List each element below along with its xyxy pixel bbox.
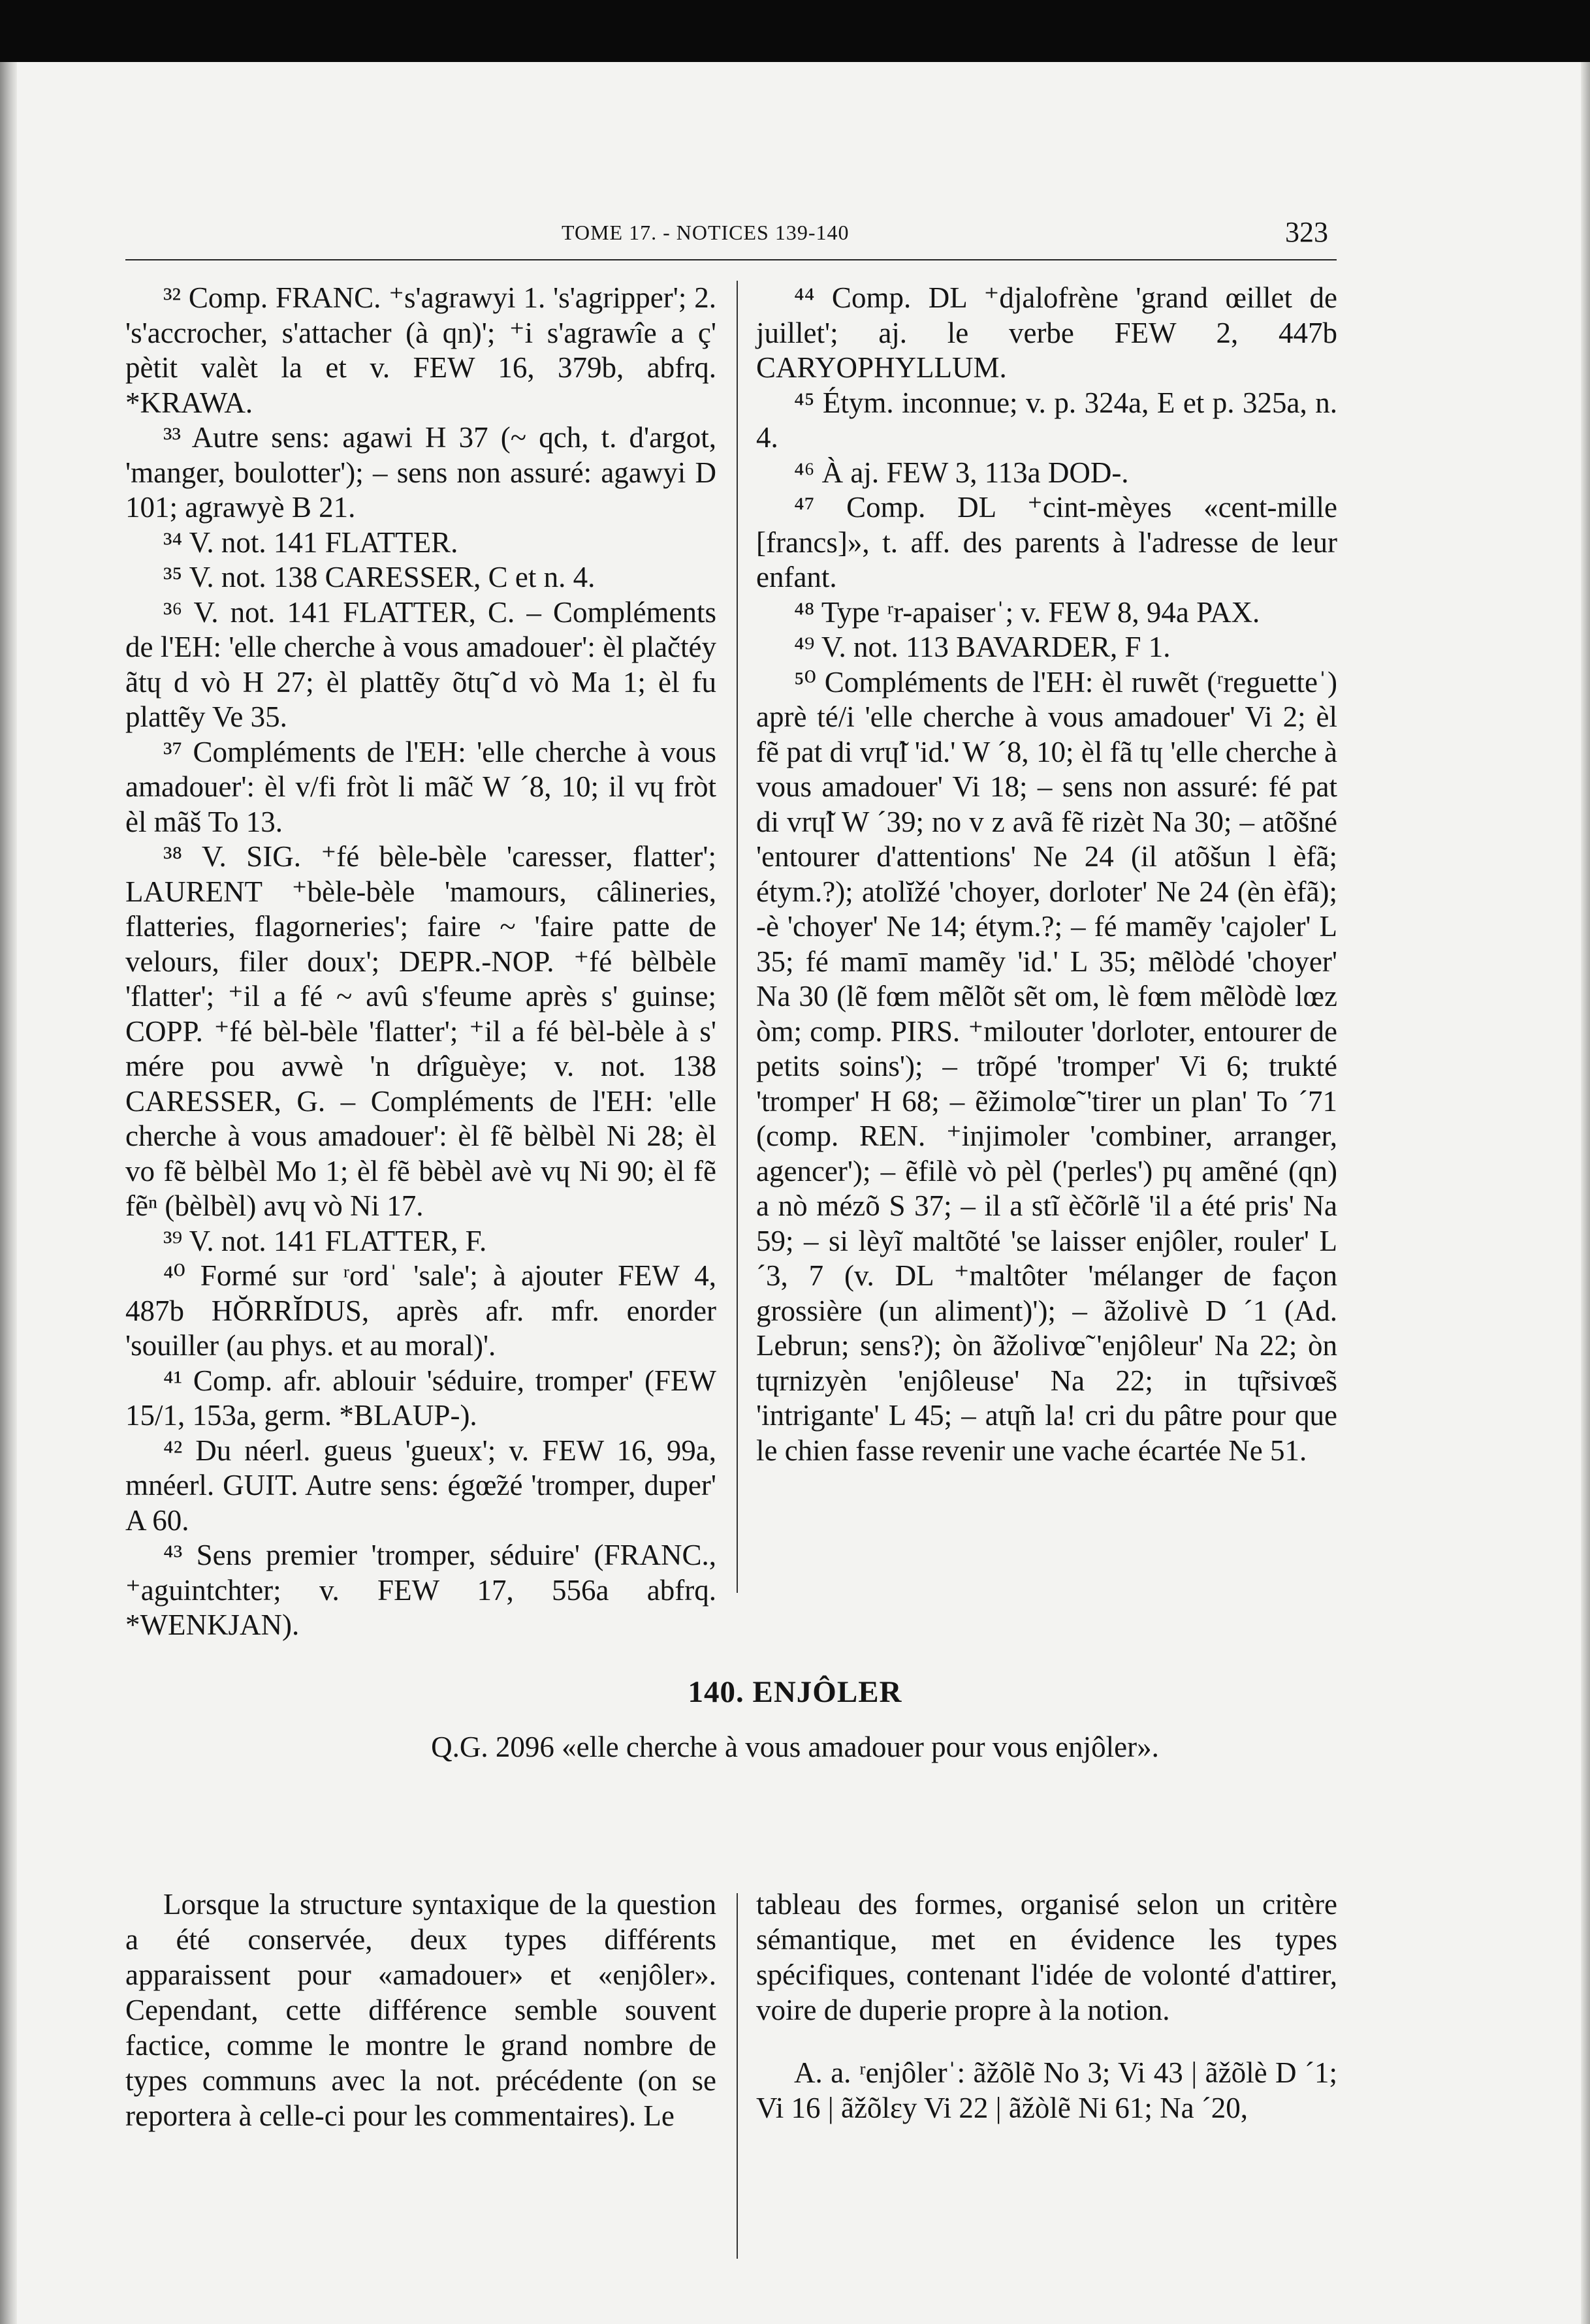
- footnote-38: ³⁸ V. SIG. ⁺fé bèle-bèle 'caresser, flatter'; LAURENT ⁺bèle-bèle 'mamours, câlineries, flatteries, flagorneries'; faire ~ 'faire patte de velours, filer doux'; DEPR.-NOP. ⁺fé bèlbèle 'flatter'; ⁺il a fé ~ avû s'feume après s' guinse; COPP. ⁺fé bèl-bèle 'flatter'; ⁺il a fé bèl-bèle à s' mére pou avwè 'n drîguèye; v. not. 138 CARESSER, G. – Compléments de l'EH: 'elle cherche à vous amadouer': èl fẽ bèlbèl Ni 28; èl vo fẽ bèlbèl Mo 1; èl fẽ bèbèl avè vɥ Ni 90; èl fẽ fẽⁿ (bèlbèl) avɥ vò Ni 17.: [125, 840, 716, 1222]
- scan-border-top: [0, 0, 1590, 62]
- footnote-45: ⁴⁵ Étym. inconnue; v. p. 324a, E et p. 325a, n. 4.: [756, 386, 1337, 454]
- scan-border-right: [1581, 62, 1590, 2324]
- footnote-42: ⁴² Du néerl. gueus 'gueux'; v. FEW 16, 99a, mnéerl. GUIT. Autre sens: égœ̃zé 'tromper, duper' A 60.: [125, 1434, 716, 1537]
- footnote-33: ³³ Autre sens: agawi H 37 (~ qch, t. d'argot, 'manger, boulotter'); – sens non assuré: agawyi D 101; agrawyè B 21.: [125, 421, 716, 524]
- footnote-48: ⁴⁸ Type ʳr-apaiserˈ; v. FEW 8, 94a PAX.: [794, 595, 1260, 629]
- footnote-34: ³⁴ V. not. 141 FLATTER.: [163, 526, 458, 559]
- body-paragraph-1: tableau des formes, organisé selon un critère sémantique, met en évidence les types spécifiques, contenant l'idée de volonté d'attirer, voire de duperie propre à la notion.: [756, 1888, 1337, 2026]
- footnote-50: ⁵⁰ Compléments de l'EH: èl ruwẽt (ʳreguetteˈ) aprè té/i 'elle cherche à vous amadouer' Vi 2; èl fẽ pat di vrɥ̃l 'id.' W ´8, 10; èl fã tɥ 'elle cherche à vous amadouer' Vi 18; – sens non assuré: fé pat di vrɥ̃l W ´39; no v z avã fẽ rizèt Na 30; – atõšné 'entourer d'attentions' Ne 24 (il atõšun l èfã; étym.?); atolĭžé 'choyer, dorloter' Ne 24 (èn èfã); -è 'choyer' Ne 14; étym.?; – fé mamẽy 'cajoler' L 35; fé mamī mamẽy 'id.' L 35; mẽlòdé 'choyer' Na 30 (lẽ fœm mẽlõt sẽt om, lè fœm mẽlòdè lœz òm; comp. PIRS. ⁺milouter 'dorloter, entourer de petits soins'); – trõpé 'tromper' Vi 6; trukté 'tromper' H 68; – ẽžimolœ̃ 'tirer un plan' To ´71 (comp. REN. ⁺injimoler 'combiner, arranger, agencer'); – ẽfilè vò pèl ('perles') pɥ amẽné (qn) a nò mézõ S 37; – il a stĩ èčõrlẽ 'il a été pris' Na 59; – si lèyĩ maltõté 'se laisser enjôler, rouler' L ´3, 7 (v. DL ⁺maltôter 'mélanger de façon grossière (un aliment)'); – ãžolivè D ´1 (Ad. Lebrun; sens?); òn ãžolivœ̃ 'enjôleur' Na 22; òn tɥrnizyèn 'enjôleuse' Na 22; in tɥ̃rsivœ̃s 'intrigante' L 45; – atɥ̃n la! cri du pâtre pour que le chien fasse revenir une vache écartée Ne 51.: [756, 665, 1337, 1467]
- header-rule: [125, 259, 1337, 260]
- footnote-47: ⁴⁷ Comp. DL ⁺cint-mèyes «cent-mille [francs]», t. aff. des parents à l'adresse de leur enfant.: [756, 491, 1337, 593]
- footnote-32: ³² Comp. FRANC. ⁺s'agrawyi 1. 's'agripper'; 2. 's'accrocher, s'attacher (à qn)'; ⁺i s'agrawîe a ç' pètit valèt la et v. FEW 16, 379b, abfrq. *KRAWA.: [125, 281, 716, 419]
- footnote-43: ⁴³ Sens premier 'tromper, séduire' (FRANC., ⁺aguintchter; v. FEW 17, 556a abfrq. *WENKJAN).: [125, 1539, 716, 1641]
- running-head: TOME 17. - NOTICES 139-140: [562, 221, 850, 244]
- page-number: 323: [1285, 216, 1328, 248]
- footnote-41: ⁴¹ Comp. afr. ablouir 'séduire, tromper' (FEW 15/1, 153a, germ. *BLAUP-).: [125, 1364, 716, 1432]
- section-question: Q.G. 2096 «elle cherche à vous amadouer pour vous enjôler».: [431, 1731, 1159, 1763]
- footnote-49: ⁴⁹ V. not. 113 BAVARDER, F 1.: [794, 631, 1171, 663]
- footnote-40: ⁴⁰ Formé sur ʳordˈ 'sale'; à ajouter FEW 4, 487b HŎRRĬDUS, après afr. mfr. enorder 'souiller (au phys. et au moral)'.: [125, 1259, 716, 1362]
- footnotes-right-column: [756, 281, 1337, 1468]
- scan-border-left: [0, 62, 17, 2324]
- footnote-37: ³⁷ Compléments de l'EH: 'elle cherche à vous amadouer': èl v/fi fròt li mãč W ´8, 10; il vɥ fròt èl mãš To 13.: [125, 735, 716, 838]
- footnote-35: ³⁵ V. not. 138 CARESSER, C et n. 4.: [163, 561, 596, 593]
- section-title: 140. ENJÔLER: [688, 1675, 902, 1709]
- body-text-right: [756, 1887, 1337, 2126]
- footnote-39: ³⁹ V. not. 141 FLATTER, F.: [163, 1224, 487, 1257]
- footnote-36: ³⁶ V. not. 141 FLATTER, C. – Compléments de l'EH: 'elle cherche à vous amadouer': èl plačtéy ãtɥ d vò H 27; èl plattẽy õtɥ̃ d vò Ma 1; èl fu plattẽy Ve 35.: [125, 595, 716, 733]
- column-divider-body: [737, 1893, 738, 2259]
- body-paragraph-2: A. a. ʳenjôlerˈ: ãžõlẽ No 3; Vi 43 | ãžõlè D ´1; Vi 16 | ãžõlεy Vi 22 | ãžòlẽ Ni 61; Na ´20,: [756, 2056, 1337, 2124]
- footnote-46: ⁴⁶ À aj. FEW 3, 113a DOD-.: [794, 456, 1129, 489]
- footnotes-left-column: [125, 281, 716, 1643]
- column-divider-notes: [737, 281, 738, 1593]
- footnote-44: ⁴⁴ Comp. DL ⁺djalofrène 'grand œillet de juillet'; aj. le verbe FEW 2, 447b CARYOPHYLLUM.: [756, 281, 1337, 384]
- body-text-left: Lorsque la structure syntaxique de la question a été conservée, deux types différents apparaissent pour «amadouer» et «enjôler». Cependant, cette différence semble souvent factice, comme le montre le grand nombre de types communs avec la not. précédente (on se reportera à celle-ci pour les commentaires). Le: [125, 1888, 716, 2132]
